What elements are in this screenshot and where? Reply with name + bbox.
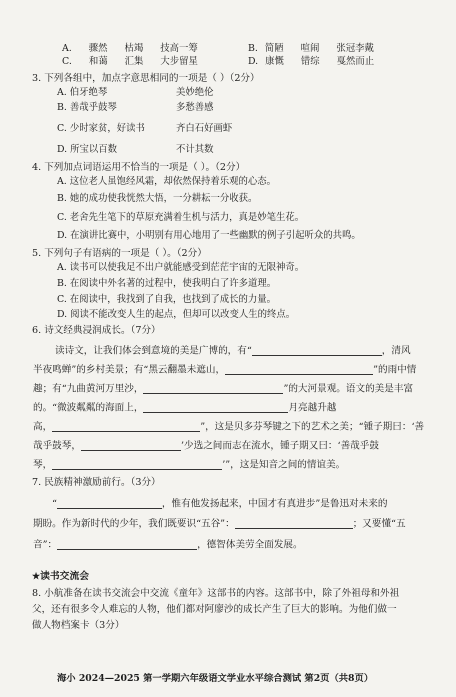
q2-c-word2: 汇集 (124, 56, 144, 67)
star-icon: ★ (32, 572, 41, 582)
q4-option-d: D. 在演讲比赛中，小明别有用心地用了一些幽默的例子引起听众的共鸣。 (57, 230, 361, 241)
q6-blank-7[interactable] (52, 459, 222, 470)
q2-row1 (62, 44, 198, 53)
q8-line2: 父，还有很多令人难忘的人物，他们都对阿廖沙的成长产生了巨大的影响。为他们做一 (32, 604, 397, 615)
q2-a-word1: 骤然 (88, 43, 108, 54)
q6-blank-2[interactable] (225, 364, 373, 375)
q3-option-b-right: 多愁善感 (176, 102, 214, 113)
q7-blank-3[interactable] (57, 539, 197, 550)
q2-row2 (62, 57, 198, 66)
q4-option-a: A. 这位老人虽饱经风霜，却依然保持着乐观的心态。 (57, 176, 276, 187)
q3-option-d: D. 所宝以百数 (57, 144, 118, 155)
q6-blank-3[interactable] (143, 383, 283, 394)
q5-option-c: C. 在阅读中，我找到了自我，也找到了成长的力量。 (57, 294, 277, 305)
q6-line4: 的。“微波粼粼的海面上， 月亮越升越 (33, 402, 337, 414)
q2-b-word1: 简陋 (264, 43, 284, 54)
q6-blank-1[interactable] (252, 345, 382, 356)
q2-a-label: A. (62, 43, 72, 54)
q6-line1: 读诗文，让我们体会到意境的美是广博的，有“ ，清风 (55, 345, 411, 357)
q2-d-word1: 康慨 (265, 56, 284, 67)
q6-blank-5[interactable] (52, 421, 200, 432)
q2-d-word2: 错综 (300, 56, 320, 67)
q6-blank-6[interactable] (81, 440, 181, 451)
q6-line6: 哉乎鼓琴， ’少选之间而志在流水，锺子期又曰：‘善哉乎鼓 (33, 440, 379, 452)
q7-line3: 音”： ，德智体美劳全面发展。 (33, 539, 303, 551)
q8-line1: 8. 小航准备在读书交流会中交流《童年》这部书的内容。这部书中，除了外祖母和外祖 (32, 588, 400, 599)
q3-option-c-right: 齐白石好画虾 (176, 123, 233, 134)
q8-line3: 做人物档案卡（3分） (32, 620, 125, 631)
q2-d-label: D. (248, 56, 259, 67)
q4-option-b: B. 她的成功使我恍然大悟，一分耕耘一分收获。 (57, 193, 258, 204)
q2-row1-right (248, 44, 374, 53)
q2-b-word3: 张冠李戴 (336, 43, 374, 54)
q3-option-a: A. 伯牙绝琴 (57, 87, 108, 98)
q6-stem: 6. 诗文经典浸润成长。（7分） (32, 325, 161, 336)
q3-option-d-right: 不计其数 (176, 144, 214, 155)
q2-c-word1: 和蔼 (88, 56, 108, 67)
q7-blank-2[interactable] (235, 518, 353, 529)
q6-line2: 半夜鸣蝉”的乡村美景；有“黑云翻墨未遮山， ”的雨中情 (33, 364, 417, 376)
q4-stem: 4. 下列加点词语运用不恰当的一项是（ ）。（2分） (32, 162, 246, 173)
q5-option-d: D. 阅读不能改变人生的起点，但却可以改变人生的终点。 (57, 309, 296, 320)
q2-c-word3: 大步留星 (160, 56, 198, 67)
q3-option-c: C. 少时家贫，好读书 (57, 123, 145, 134)
q2-c-label: C. (62, 56, 72, 67)
q7-stem: 7. 民族精神激励前行。（3分） (32, 477, 161, 488)
q7-line1: “ ，惟有他发扬起来，中国才有真进步”是鲁迅对未来的 (52, 498, 388, 510)
q2-a-word3: 技高一筹 (160, 43, 198, 54)
q3-option-b: B. 善哉乎鼓琴 (57, 102, 117, 113)
q2-row2-right (248, 57, 374, 66)
q5-stem: 5. 下列句子有语病的一项是（ ）。（2分） (32, 248, 207, 259)
page-footer: 海小 2024—2025 第一学期六年级语文学业水平综合测试 第2页（共8页） (57, 673, 374, 684)
q2-b-label: B. (248, 43, 258, 54)
q3-stem: 3. 下列各组中，加点字意思相同的一项是（ ）（2分） (32, 73, 260, 84)
q5-option-b: B. 在阅读中外名著的过程中，使我明白了许多道理。 (57, 278, 277, 289)
q2-b-word2: 喧闹 (300, 43, 320, 54)
q6-line5: 高， ”，这是贝多芬琴键之下的艺术之美；“锺子期曰：‘善 (33, 421, 425, 433)
q6-blank-4[interactable] (143, 402, 288, 413)
q7-line2: 期盼。作为新时代的少年，我们既要识“五谷”： ；又要懂“五 (33, 518, 406, 530)
q4-option-c: C. 老舍先生笔下的草原充满着生机与活力，真是妙笔生花。 (57, 212, 305, 223)
q6-line3: 趣；有“九曲黄河万里沙， ”的大河景观。语文的美是丰富 (33, 383, 414, 395)
q2-a-word2: 枯竭 (124, 43, 144, 54)
q6-line7: 琴， ’”，这是知音之间的情谊美。 (33, 459, 346, 471)
q5-option-a: A. 读书可以使我足不出户就能感受到茫茫宇宙的无限神奇。 (57, 262, 305, 273)
q3-option-a-right: 美妙绝伦 (176, 87, 214, 98)
q2-d-word3: 戛然而止 (336, 56, 375, 67)
q7-blank-1[interactable] (57, 498, 162, 509)
section-title: ★读书交流会 (32, 571, 90, 582)
